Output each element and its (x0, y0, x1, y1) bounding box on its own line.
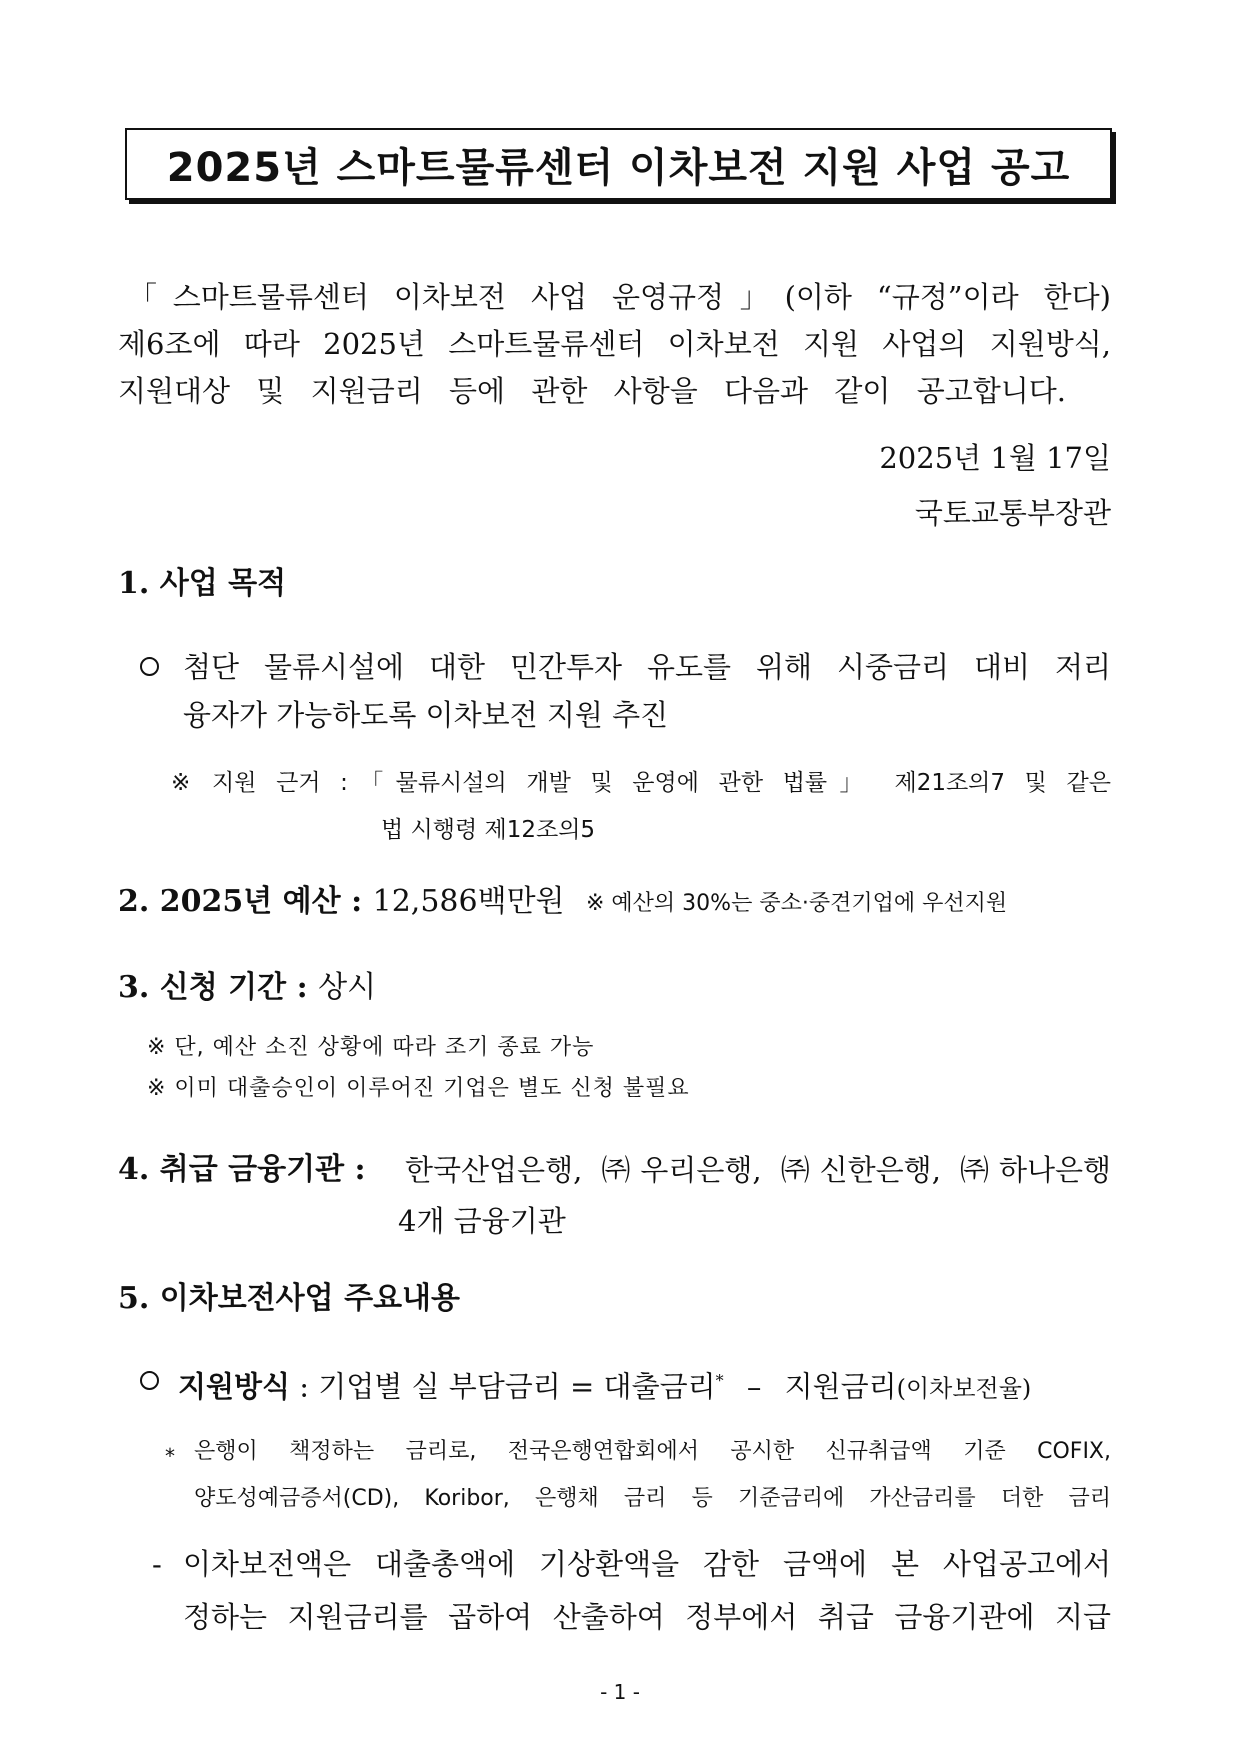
footnote-line-2: 양도성예금증서(CD), Koribor, 은행채 금리 등 기준금리에 가산금리를 더한 금리 (194, 1486, 1111, 1511)
section-2-heading (118, 875, 565, 929)
section-5-heading: 5. 이차보전사업 주요내용 (118, 1281, 461, 1316)
title-box (125, 128, 1112, 200)
support-method-line (178, 1354, 1111, 1416)
intro-line-3: 지원대상 및 지원금리 등에 관한 사항을 다음과 같이 공고합니다. (118, 374, 1066, 408)
period-value: 상시 (318, 970, 377, 1005)
support-method-formula: : 기업별 실 부담금리 = 대출금리 (299, 1369, 716, 1404)
section-3-label: 3. 신청 기간 : (118, 970, 308, 1005)
s1-ref-line-1: 지원 근거 :「물류시설의 개발 및 운영에 관한 법률」 제21조의7 및 같은 (212, 770, 1111, 796)
institutions-line-1: 한국산업은행, ㈜우리은행, ㈜신한은행, ㈜하나은행 (405, 1153, 1111, 1187)
section-1-heading: 1. 사업 목적 (118, 566, 287, 601)
minus-sign: – (746, 1369, 762, 1404)
budget-note: ※ 예산의 30%는 중소·중견기업에 우선지원 (586, 891, 1008, 916)
section-2-label: 2. 2025년 예산 : (118, 884, 363, 919)
page-title: 2025년 스마트물류센터 이차보전 지원 사업 공고 (166, 144, 1071, 191)
s3-note-2: ※ 이미 대출승인이 이루어진 기업은 별도 신청 불필요 (147, 1076, 690, 1101)
support-rate: 지원금리 (784, 1369, 897, 1404)
support-method-label: 지원방식 (178, 1369, 291, 1404)
circle-bullet-icon (140, 657, 159, 676)
s3-note-1: ※ 단, 예산 소진 상황에 따라 조기 종료 가능 (147, 1035, 595, 1060)
support-rate-paren: (이차보전율) (896, 1374, 1032, 1403)
s1-line-2: 융자가 가능하도록 이차보전 지원 추진 (183, 698, 669, 732)
circle-bullet-icon (140, 1371, 159, 1390)
page-number: - 1 - (600, 1680, 640, 1704)
footnote-mark: * (165, 1444, 175, 1468)
footnote-line-1: 은행이 책정하는 금리로, 전국은행연합회에서 공시한 신규취급액 기준 COFIX, (194, 1439, 1111, 1464)
dash-mark: - (152, 1547, 162, 1581)
intro-line-2: 제6조에 따라 2025년 스마트물류센터 이차보전 지원 사업의 지원방식, (118, 327, 1111, 361)
footnote-marker: * (715, 1371, 724, 1390)
reference-mark: ※ (171, 770, 191, 796)
s5-dash-line-2: 정하는 지원금리를 곱하여 산출하여 정부에서 취급 금융기관에 지급 (183, 1600, 1111, 1634)
budget-value: 12,586백만원 (372, 884, 565, 919)
institutions-line-2: 4개 금융기관 (398, 1204, 566, 1238)
s1-line-1: 첨단 물류시설에 대한 민간투자 유도를 위해 시중금리 대비 저리 (183, 650, 1111, 684)
s1-ref-line-2: 법 시행령 제12조의5 (381, 817, 596, 843)
intro-line-1: 「스마트물류센터 이차보전 사업 운영규정」(이하 “규정”이라 한다) (128, 280, 1111, 314)
issuer: 국토교통부장관 (914, 496, 1111, 530)
section-4-heading: 4. 취급 금융기관 : (118, 1152, 366, 1187)
s5-dash-line-1: 이차보전액은 대출총액에 기상환액을 감한 금액에 본 사업공고에서 (183, 1547, 1111, 1581)
announcement-date: 2025년 1월 17일 (879, 441, 1111, 475)
section-3-heading (118, 961, 376, 1015)
